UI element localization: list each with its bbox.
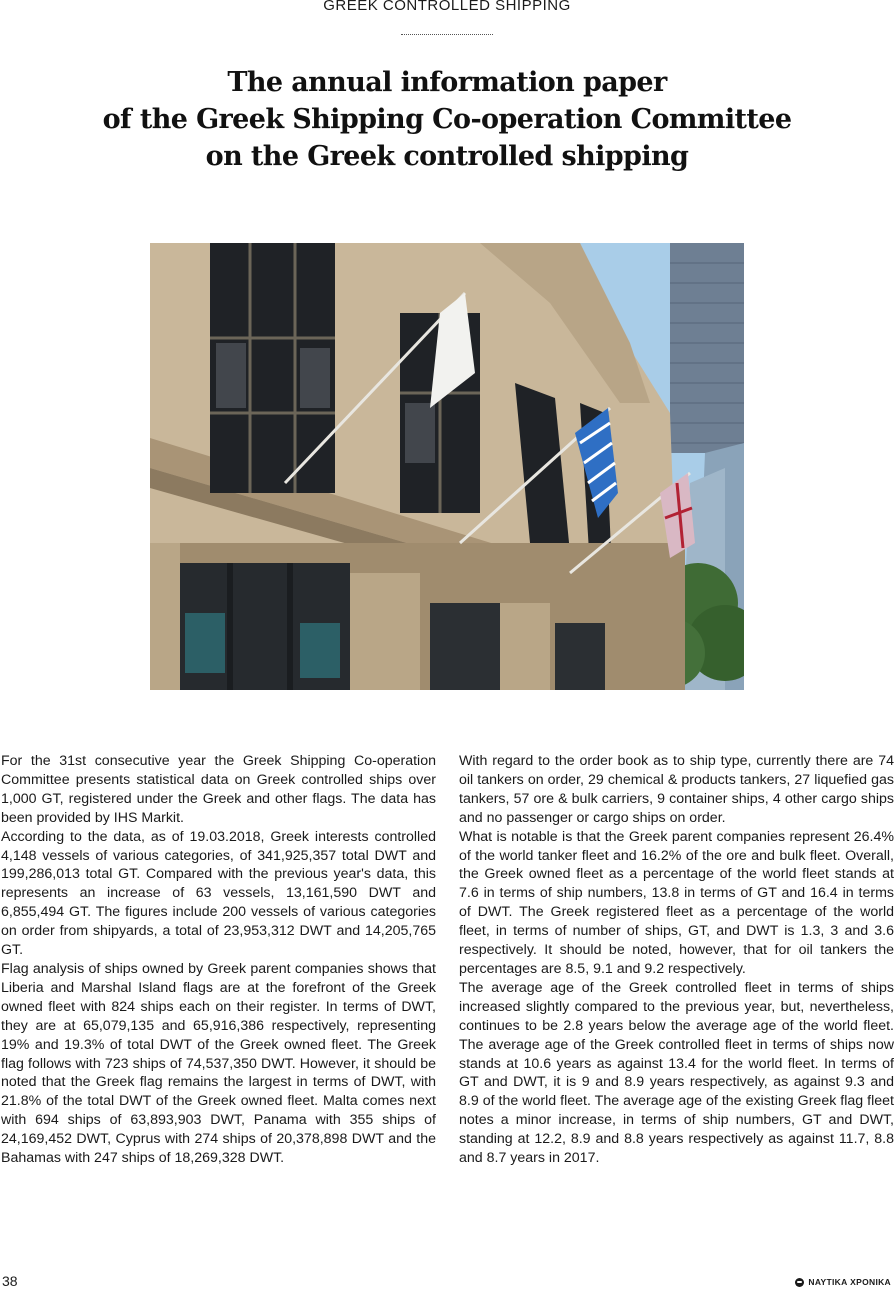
page-title (0, 64, 894, 175)
skyscraper-right (670, 243, 744, 453)
paragraph: With regard to the order book as to ship type, currently there are 74 oil tankers on order, 29 chemical & products tankers, 27 liquefied gas tankers, 57 ore & bulk carriers, 9 container ships, 4 other cargo ships and no passenger or cargo ships on order. (459, 753, 894, 826)
publication-brand (795, 1277, 891, 1287)
page-number: 38 (2, 1273, 18, 1289)
brand-logo-icon (795, 1278, 804, 1287)
body-column-right (459, 752, 894, 1168)
title-line-3: on the Greek controlled shipping (205, 141, 689, 172)
header-divider (401, 34, 493, 35)
paragraph: The average age of the Greek controlled fleet in terms of ships increased slightly compared to the previous year, but, nevertheless, continues to be 2.8 years below the average age of the world fleet. The average age of the Greek controlled fleet in terms of ships now stands at 10.6 years as against 13.4 for the world fleet. In terms of GT and DWT, it is 9 and 8.9 years respectively, as against 9.3 and 8.9 of the world fleet. The average age of the existing Greek flag fleet notes a minor increase, in terms of ship numbers, GT and DWT, standing at 12.2, 8.9 and 8.8 years respectively as against 11.7, 8.8 and 8.7 years in 2017. (459, 979, 894, 1167)
paragraph: What is notable is that the Greek parent companies represent 26.4% of the world tanker fleet and 16.2% of the ore and bulk fleet. Overall, the Greek owned fleet as a percentage of the world fleet stands at 7.6 in terms of ship numbers, 13.8 in terms of GT and 16.4 in terms of DWT. The Greek registered fleet as a percentage of the world fleet, in terms of number of ships, GT, and DWT is 1.3, 3 and 3.6 respectively. It should be noted, however, that for oil tankers the percentages are 8.5, 9.1 and 9.2 respectively. (459, 828, 894, 977)
title-line-1: The annual information paper (227, 67, 667, 98)
paragraph: Flag analysis of ships owned by Greek parent companies shows that Liberia and Marshal Island flags are at the forefront of the Greek owned fleet with 824 ships each on their register. In terms of DWT, they are at 65,079,135 and 65,916,386 respectively, representing 19% and 19.3% of total DWT of the Greek owned fleet. The Greek flag follows with 723 ships of 74,537,350 DWT. However, it should be noted that the Greek flag remains the largest in terms of DWT, with 21.8% of the total DWT of the Greek owned fleet. Malta comes next with 694 ships of 63,893,903 DWT, Panama with 355 ships of 24,169,452 DWT, Cyprus with 274 ships of 20,378,898 DWT and the Bahamas with 247 ships of 18,269,328 DWT. (1, 960, 436, 1167)
building-photo (150, 243, 744, 690)
paragraph: According to the data, as of 19.03.2018, Greek interests controlled 4,148 vessels of various categories, of 341,925,357 total DWT and 199,286,013 total GT. Compared with the previous year's data, this represents an increase of 63 vessels, 13,161,590 DWT and 6,855,494 GT. The figures include 200 vessels of various categories on order from shipyards, a total of 23,953,312 DWT and 14,205,765 GT. (1, 828, 436, 959)
section-label: GREEK CONTROLLED SHIPPING (323, 0, 571, 14)
body-column-left (1, 752, 436, 1168)
brand-name: ΝΑΥΤΙΚΑ ΧΡΟΝΙΚΑ (808, 1277, 891, 1287)
title-line-2: of the Greek Shipping Co-operation Committee (102, 104, 792, 135)
paragraph: For the 31st consecutive year the Greek Shipping Co-operation Committee presents statistical data on Greek controlled ships over 1,000 GT, registered under the Greek and other flags. The data has been provided by IHS Markit. (1, 753, 436, 826)
